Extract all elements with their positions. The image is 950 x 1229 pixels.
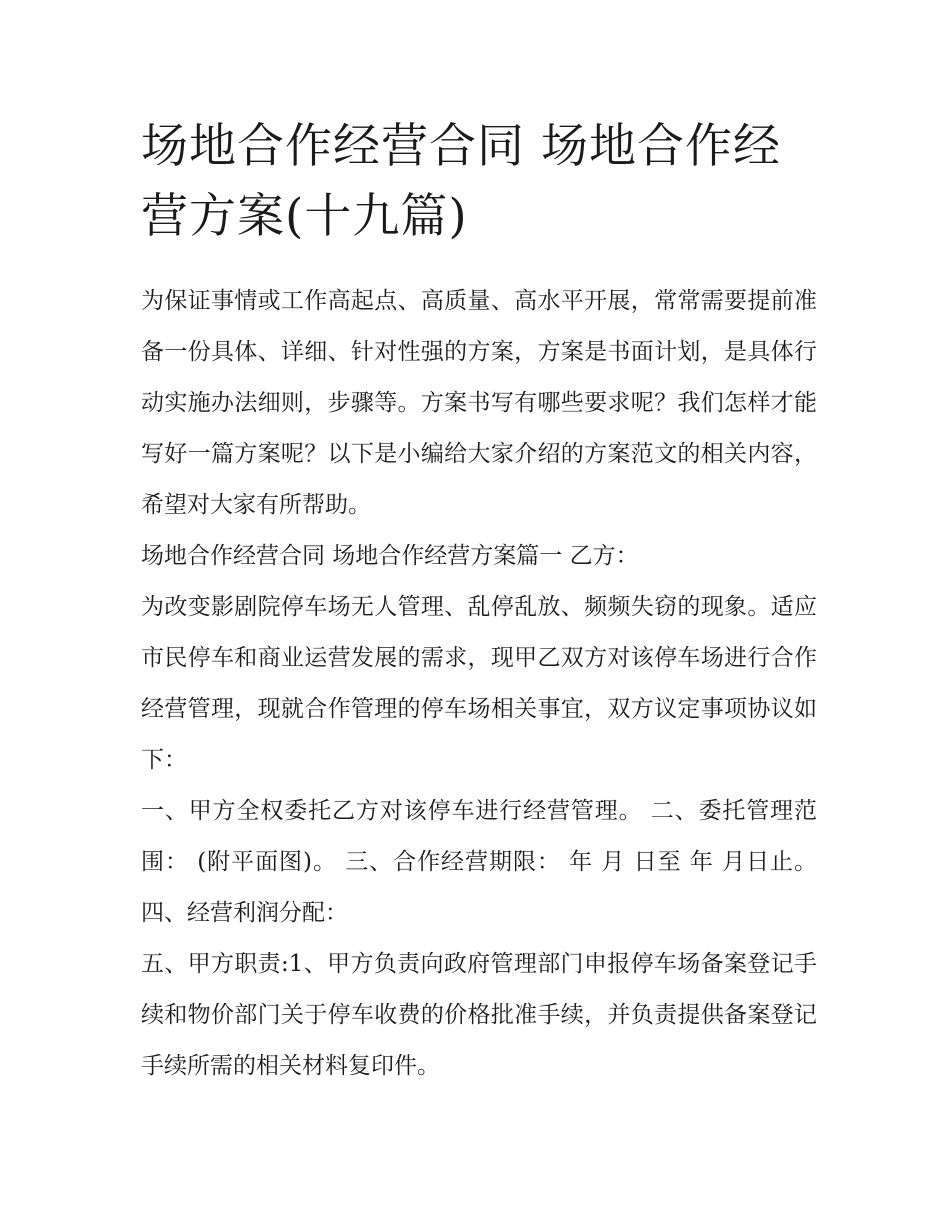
document-body [141,276,817,1092]
paragraph-party-a-duties: 五、甲方职责:1、甲方负责向政府管理部门申报停车场备案登记手续和物价部门关于停车收费的价格批准手续，并负责提供备案登记手续所需的相关材料复印件。 [141,951,817,1079]
document-title: 场地合作经营合同 场地合作经营方案(十九篇) [141,119,781,244]
paragraph-intro: 为保证事情或工作高起点、高质量、高水平开展，常常需要提前准备一份具体、详细、针对性强的方案，方案是书面计划，是具体行动实施办法细则，步骤等。方案书写有哪些要求呢？我们怎样才能写好一篇方案呢？以下是小编给大家介绍的方案范文的相关内容，希望对大家有所帮助。 [141,288,817,518]
paragraph-section-heading: 场地合作经营合同 场地合作经营方案篇一 乙方： [141,543,639,569]
paragraph-terms: 一、甲方全权委托乙方对该停车进行经营管理。 二、委托管理范围： (附平面图)。 三、合作经营期限： 年 月 日至 年 月日止。 四、经营利润分配： [141,798,817,926]
paragraph-purpose: 为改变影剧院停车场无人管理、乱停乱放、频频失窃的现象。适应市民停车和商业运营发展的需求，现甲乙双方对该停车场进行合作经营管理，现就合作管理的停车场相关事宜，双方议定事项协议如下： [141,594,817,773]
